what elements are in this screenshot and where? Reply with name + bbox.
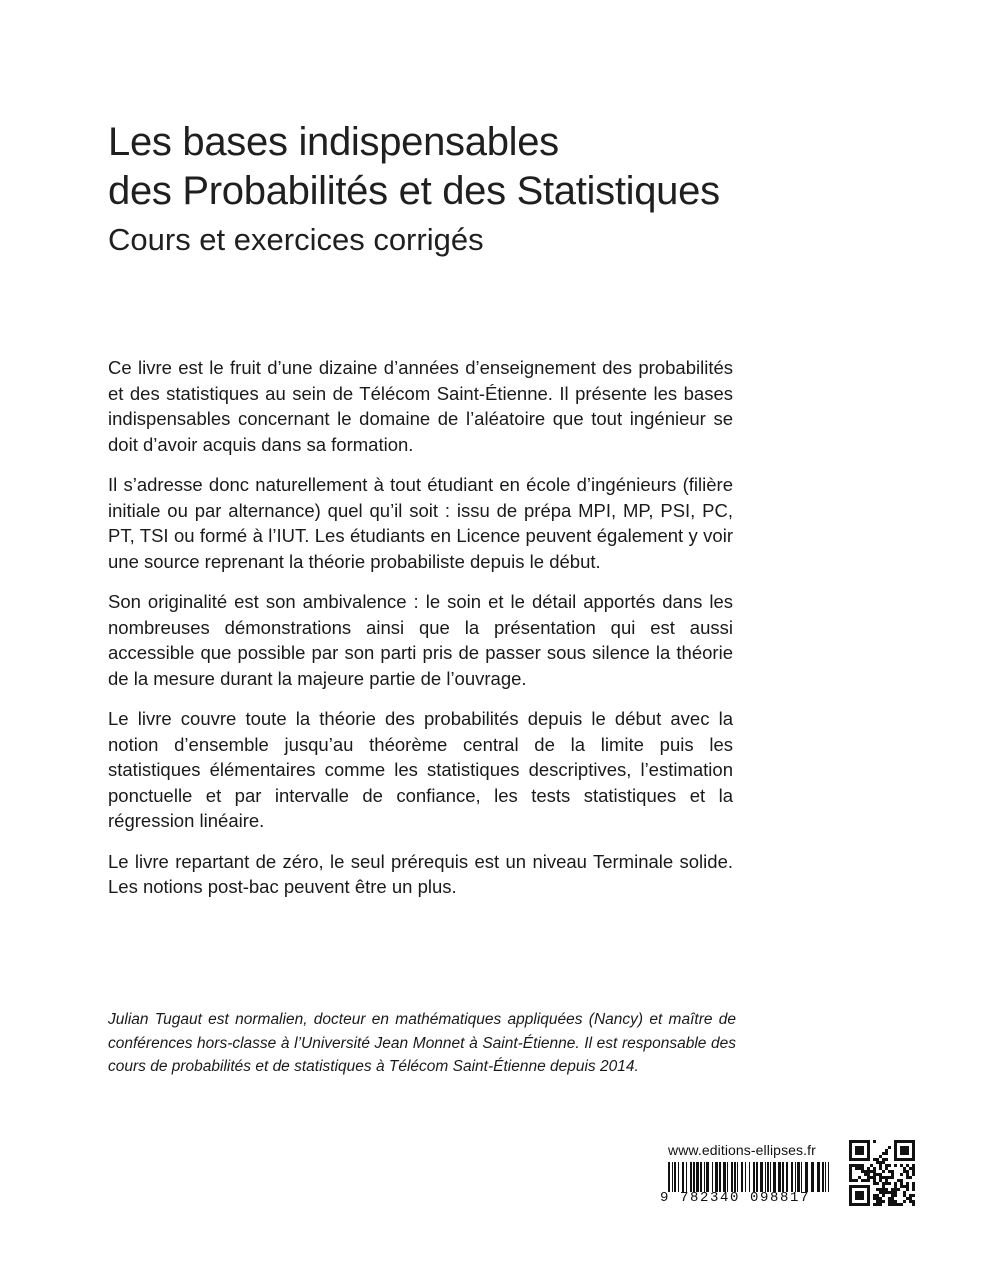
blurb: [108, 355, 733, 915]
book-title-line-2: des Probabilités et des Statistiques: [108, 169, 720, 213]
publisher-url: www.editions-ellipses.fr: [668, 1142, 816, 1158]
blurb-paragraph: Ce livre est le fruit d’une dizaine d’années d’enseignement des probabilités et des statistiques au sein de Télécom Saint-Étienne. Il présente les bases indispensables concernant le domaine de l’aléatoire que tout ingénieur se doit d’avoir acquis dans sa formation.: [108, 357, 733, 455]
blurb-paragraph: Il s’adresse donc naturellement à tout étudiant en école d’ingénieurs (filière initiale ou par alternance) quel qu’il soit : issu de prépa MPI, MP, PSI, PC, PT, TSI ou formé à l’IUT. Les étudiants en Licence peuvent également y voir une source reprenant la théorie probabiliste depuis le début.: [108, 474, 733, 572]
blurb-paragraph: Son originalité est son ambivalence : le soin et le détail apportés dans les nombreuses démonstrations ainsi que la présentation qui est aussi accessible que possible par son parti pris de passer sous silence la théorie de la mesure durant la majeure partie de l’ouvrage.: [108, 591, 733, 689]
barcode-icon: [668, 1162, 832, 1192]
blurb-paragraph: Le livre couvre toute la théorie des probabilités depuis le début avec la notion d’ensemble jusqu’au théorème central de la limite puis les statistiques élémentaires comme les statistiques descriptives, l’estimation ponctuelle et par intervalle de confiance, les tests statistiques et la régression linéaire.: [108, 708, 733, 831]
qr-code-icon: [849, 1140, 915, 1206]
blurb-paragraph: Le livre repartant de zéro, le seul prérequis est un niveau Terminale solide. Les notions post-bac peuvent être un plus.: [108, 850, 733, 897]
author-bio: Julian Tugaut est normalien, docteur en mathématiques appliquées (Nancy) et maître de conférences hors-classe à l’Université Jean Monnet à Saint-Étienne. Il est responsable des cours de probabilités et de statistiques à Télécom Saint-Étienne depuis 2014.: [108, 1011, 736, 1075]
isbn-digits: 9 782340 098817: [660, 1190, 811, 1206]
title-block: [108, 118, 908, 260]
book-title-line-1: Les bases indispensables: [108, 120, 559, 164]
book-subtitle: Cours et exercices corrigés: [108, 222, 484, 257]
